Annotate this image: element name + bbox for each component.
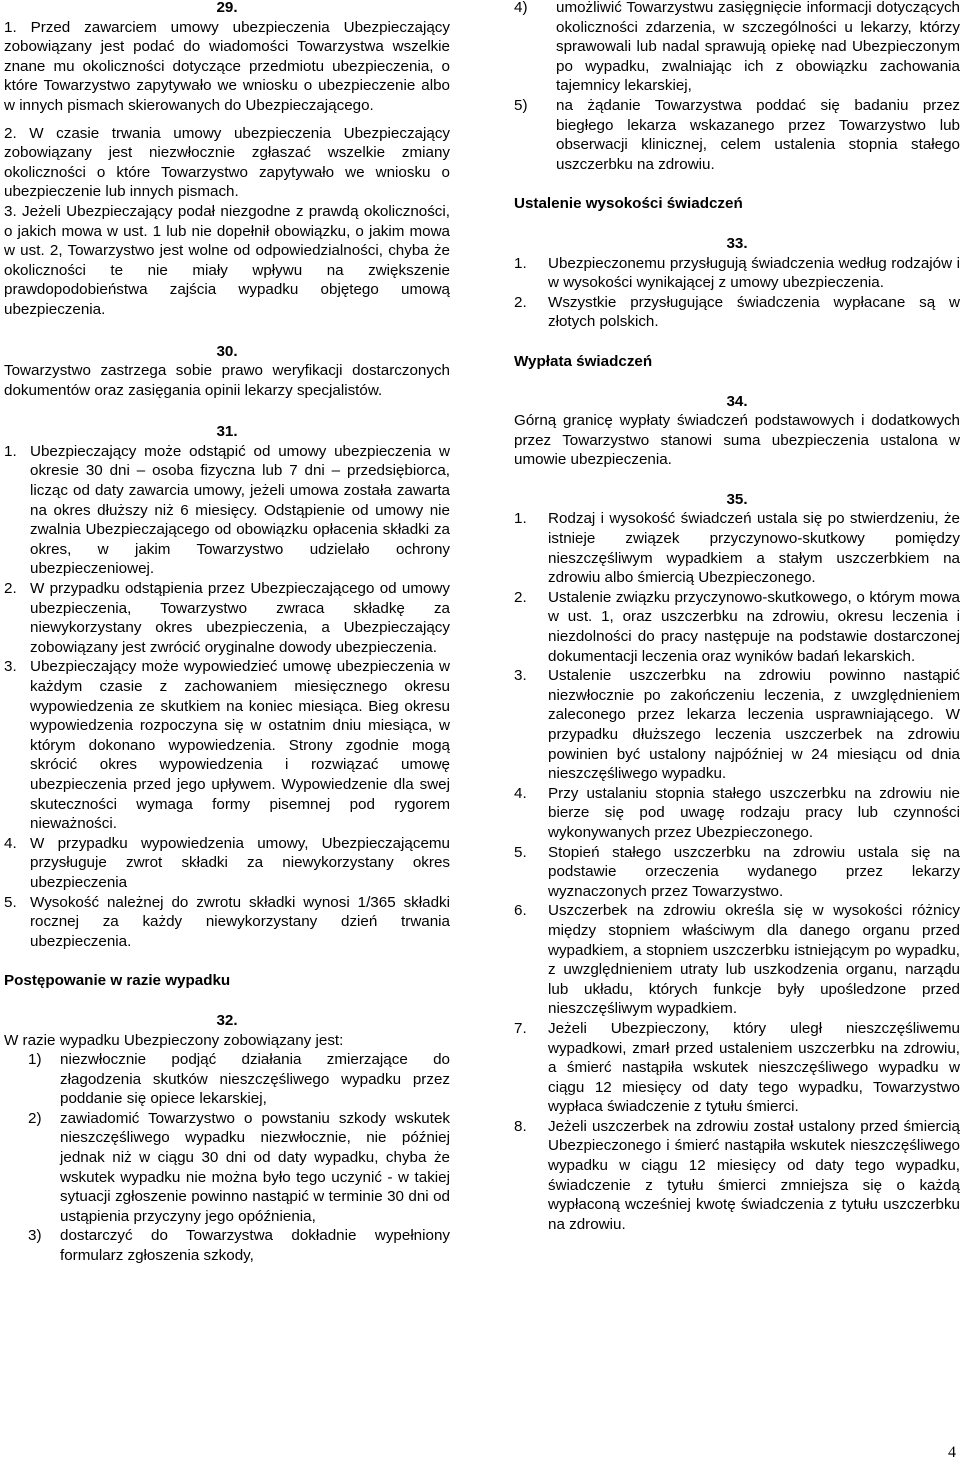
item-number: 2. [4,580,17,598]
heading-wyplata: Wypłata świadczeń [514,352,653,370]
item-number: 5. [4,893,17,911]
item-number: 4. [514,784,527,802]
section-31-item-3 [4,657,450,833]
item-number: 1) [28,1051,42,1069]
section-30-number: 30. [216,342,238,360]
item-number: 1. [514,254,527,272]
item-text: Jeżeli Ubezpieczony, który uległ nieszczęśliwemu wypadkowi, zmarł przed ustaleniem uszczerbku na zdrowiu, a śmierć nastąpiła wskutek nieszczęśliwego wypadku w ciągu 12 miesięcy od daty tego wypadku, Towarzystwo wypłaca świadczenie z tytułu śmierci. [548,1019,960,1116]
section-31-number: 31. [216,423,238,441]
section-29-item-1 [4,18,450,116]
item-text: Przy ustalaniu stopnia stałego uszczerbku na zdrowiu nie bierze się pod uwagę rodzaju pracy lub czynności wykonywanych przez Ubezpieczonego. [548,784,960,841]
section-29-number: 29. [216,0,238,16]
item-text: Ustalenie związku przyczynowo-skutkowego, o którym mowa w ust. 1, oraz uszczerbku na zdrowiu, okresu leczenia i niezdolności do pracy następuje na podstawie dostarczonej dokumentacji leczenia oraz wyników badań lekarskich. [548,588,960,665]
item-text: umożliwić Towarzystwu zasięgnięcie informacji dotyczących okoliczności zdarzenia, w szczególności u lekarzy, którzy sprawowali lub nadal sprawują opiekę nad Ubezpieczonym po wypadku, zwalniając ich z obowiązku zachowania tajemnicy lekarskiej, [556,0,960,95]
section-32-item-2 [4,1109,450,1227]
item-text: Jeżeli Ubezpieczający podał niezgodne z prawdą okoliczności, o jakich mowa w ust. 1 lub nie dopełnił obowiązku, o jakim mowa w ust. 2, Towarzystwo jest wolne od odpowiedzialności, chyba że okoliczności te nie miały wpływu na zwiększenie prawdopodobieństwa zajścia wypadku objętego umową ubezpieczenia. [4,202,450,318]
item-text: dostarczyć do Towarzystwa dokładnie wypełniony formularz zgłoszenia szkody, [60,1227,450,1265]
item-text: Wszystkie przysługujące świadczenia wypłacane są w złotych polskich. [548,293,960,331]
item-number: 1. [4,442,17,460]
item-number: 1. [514,510,527,528]
heading-postepowanie: Postępowanie w razie wypadku [4,972,231,990]
page-number: 4 [948,1444,956,1461]
section-32-item-3 [4,1226,450,1265]
section-35-item-8 [514,1117,960,1235]
section-33-number: 33. [726,234,748,252]
section-32-item-4 [514,0,960,96]
item-text: Ubezpieczonemu przysługują świadczenia według rodzajów i w wysokości wynikającej z umowy ubezpieczenia. [548,254,960,292]
section-34-number: 34. [726,392,748,410]
section-35-item-2 [514,588,960,666]
section-29-item-3 [4,202,450,320]
item-text: na żądanie Towarzystwa poddać się badaniu przez biegłego lekarza wskazanego przez Towarzystwo lub obserwacji klinicznej, celem ustalenia stopnia stałego uszczerbku na zdrowiu. [556,96,960,173]
item-text: Wysokość należnej do zwrotu składki wynosi 1/365 składki rocznej za każdy niewykorzystany dzień trwania ubezpieczenia. [30,893,450,950]
item-text: W czasie trwania umowy ubezpieczenia Ubezpieczający zobowiązany jest niezwłocznie zgłaszać wszelkie zmiany okoliczności o które Towarzystwo zapytywało we wniosku o ubezpieczenie lub innych pismach. [4,124,451,201]
item-number: 3. [4,658,17,676]
item-text: Ustalenie uszczerbku na zdrowiu powinno nastąpić niezwłocznie po zakończeniu leczenia, z uwzględnieniem zaleconego przez lekarza leczenia usprawniającego. W przypadku dłuższego leczenia uszczerbek na zdrowiu powinien być ustalony najpóźniej w 24 miesiącu od dnia nieszczęśliwego wypadku. [548,667,960,783]
item-number: 2. [514,588,527,606]
item-number: 5) [514,96,528,114]
item-text: W przypadku odstąpienia przez Ubezpieczającego od umowy ubezpieczenia, Towarzystwo zwraca składkę za niewykorzystany okres ubezpieczenia, a Ubezpieczający zobowiązany jest zwrócić oryginalne dowody ubezpieczenia. [30,580,450,656]
item-number: 3. [4,202,23,220]
item-text: niezwłocznie podjąć działania zmierzające do złagodzenia skutków nieszczęśliwego wypadku przez poddanie się opiece lekarskiej, [60,1051,450,1108]
item-text: Rodzaj i wysokość świadczeń ustala się po stwierdzeniu, że istnieje związek przyczynowo-skutkowy pomiędzy nieszczęśliwym wypadkiem a stałym uszczerbkiem na zdrowiu albo śmiercią Ubezpieczonego. [548,510,960,587]
section-30-text: Towarzystwo zastrzega sobie prawo weryfikacji dostarczonych dokumentów oraz zasięgania opinii lekarzy specjalistów. [4,362,450,399]
section-35-item-6 [514,901,960,1019]
item-number: 4) [514,0,528,16]
section-32-number: 32. [216,1011,238,1029]
section-35-item-7 [514,1019,960,1117]
item-number: 2. [514,293,527,311]
section-33-item-1 [514,254,960,293]
left-column [4,0,450,1266]
section-35-item-1 [514,509,960,587]
item-number: 1. [4,18,31,36]
section-31-item-4 [4,834,450,893]
section-35-number: 35. [726,490,748,508]
item-text: W przypadku wypowiedzenia umowy, Ubezpieczającemu przysługuje zwrot składki za niewykorzystany okres ubezpieczenia [30,834,450,891]
section-35-item-3 [514,666,960,784]
section-31-item-1 [4,442,450,579]
item-text: Ubezpieczający może odstąpić od umowy ubezpieczenia w okresie 30 dni – osoba fizyczna lub 7 dni – przedsiębiorca, licząc od daty zawarcia umowy, jeżeli umowa została zawarta na okres dłuższy niż 6 miesięcy. Odstąpienie od umowy nie zwalnia Ubezpieczającego od obowiązku opłacenia składki za okres, w jakim Towarzystwo udzielało ochrony ubezpieczeniowej. [30,442,450,578]
item-number: 2. [4,124,30,142]
section-35-item-4 [514,784,960,843]
heading-ustalenie: Ustalenie wysokości świadczeń [514,195,743,213]
item-number: 8. [514,1117,527,1135]
item-number: 6. [514,902,527,920]
item-text: Jeżeli uszczerbek na zdrowiu został ustalony przed śmiercią Ubezpieczonego i śmierć nastąpiła wskutek nieszczęśliwego wypadku w ciągu 12 miesięcy od daty tego wypadku, świadczenie z tytułu śmierci zmniejsza się o każdą wypłaconą wcześniej kwotę świadczenia z tytułu uszczerbku na zdrowiu. [548,1117,960,1233]
item-text: Stopień stałego uszczerbku na zdrowiu ustala się na podstawie orzeczenia wydanego przez lekarzy wyznaczonych przez Towarzystwo. [548,843,960,900]
item-number: 7. [514,1019,527,1037]
section-34-text: Górną granicę wypłaty świadczeń podstawowych i dodatkowych przez Towarzystwo stanowi suma ubezpieczenia ustalona w umowie ubezpieczenia. [514,412,960,469]
item-text: Uszczerbek na zdrowiu określa się w wysokości różnicy między stopniem właściwym dla danego organu przed wypadkiem, a stopniem uszczerbku istniejącym po wypadku, z uwzględnieniem utraty lub uszkodzenia organu, narządu lub układu, których funkcje były upośledzone przed nieszczęśliwym wypadkiem. [548,902,960,1018]
section-35-item-5 [514,843,960,902]
item-text: Przed zawarciem umowy ubezpieczenia Ubezpieczający zobowiązany jest podać do wiadomości Towarzystwa wszelkie znane mu okoliczności dotyczące przedmiotu ubezpieczenia, o które Towarzystwo zapytywało we wniosku o ubezpieczenie albo w innych pismach skierowanych do Ubezpieczającego. [4,18,450,114]
item-number: 5. [514,843,527,861]
section-33-item-2 [514,293,960,332]
section-31-item-5 [4,893,450,952]
section-29-item-2 [4,124,450,202]
item-number: 3) [28,1227,42,1245]
item-text: Ubezpieczający może wypowiedzieć umowę ubezpieczenia w każdym czasie z zachowaniem miesięcznego okresu wypowiedzenia ze skutkiem na koniec miesiąca. Bieg okresu wypowiedzenia rozpoczyna się w ostatnim dniu miesiąca, w którym dokonano wypowiedzenia. Strony zgodnie mogą skrócić okres wypowiedzenia i rozwiązać umowę ubezpieczenia przed jego upływem. Wypowiedzenie dla swej skuteczności wymaga formy pisemnej pod rygorem nieważności. [30,658,450,833]
section-32-item-1 [4,1050,450,1109]
item-number: 2) [28,1109,42,1127]
item-text: zawiadomić Towarzystwo o powstaniu szkody wskutek nieszczęśliwego wypadku niezwłocznie, nie później jednak niż w ciągu 30 dni od daty wypadku, chyba że wskutek wypadku nie można było tego uczynić - w takiej sytuacji zgłoszenie powinno nastąpić w terminie 30 dni od ustąpienia przyczyny jego opóźnienia, [60,1109,450,1225]
section-32-item-5 [514,96,960,174]
item-number: 3. [514,667,527,685]
item-number: 4. [4,834,17,852]
right-column [514,0,960,1234]
section-32-intro: W razie wypadku Ubezpieczony zobowiązany jest: [4,1031,344,1049]
section-31-item-2 [4,579,450,657]
